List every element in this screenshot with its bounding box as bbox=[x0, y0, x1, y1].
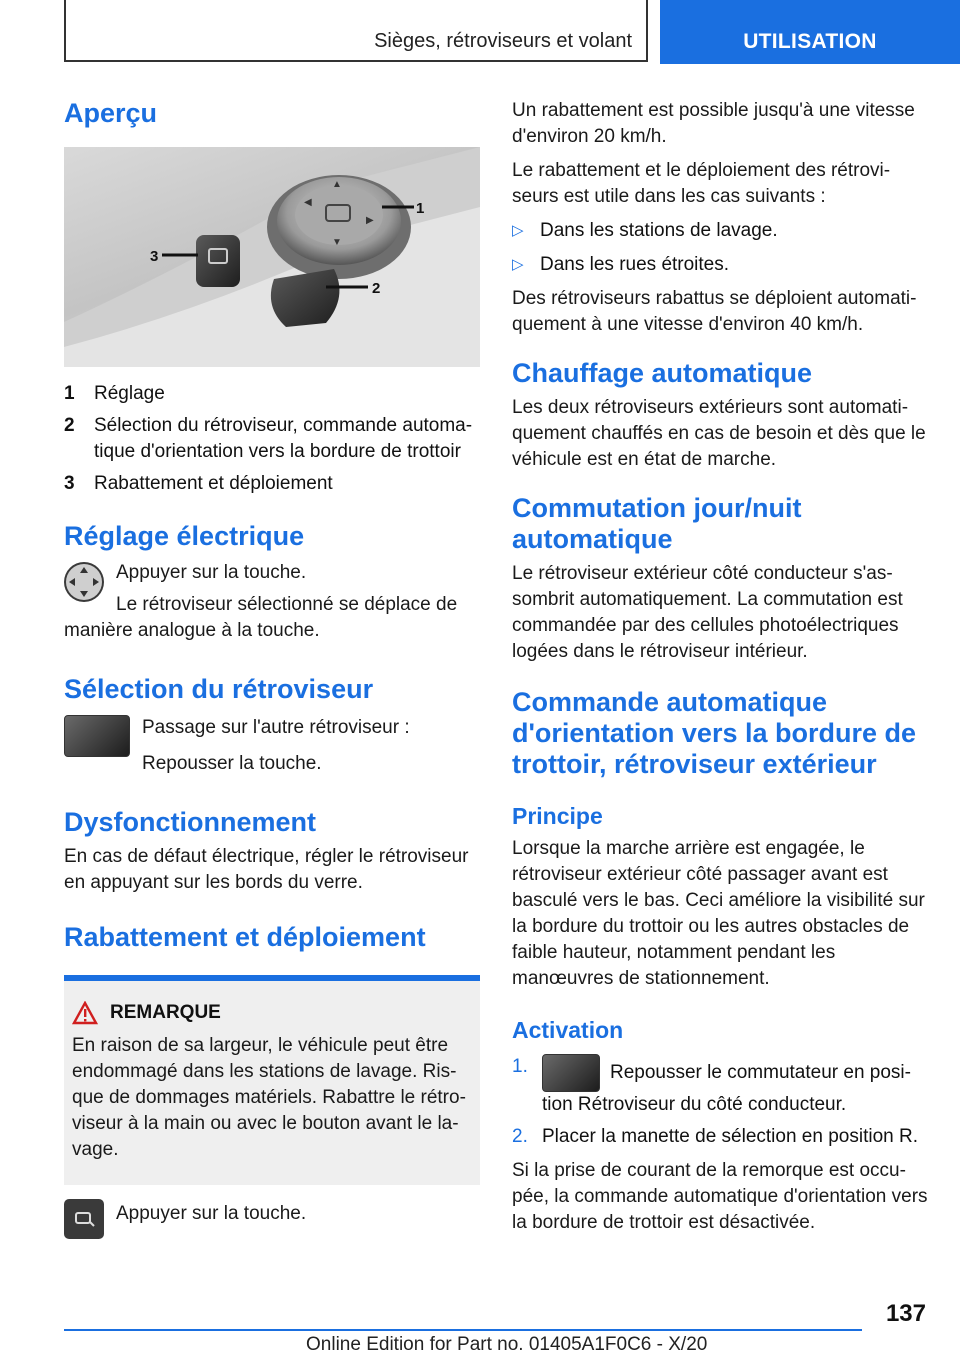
legend-item bbox=[64, 471, 480, 497]
step-text: Placer la manette de sélection en position R. bbox=[542, 1126, 918, 1147]
page-number: 137 bbox=[885, 1300, 926, 1327]
edition-footer: Online Edition for Part no. 01405A1F0C6 - X/20 bbox=[306, 1334, 708, 1355]
legend-text: Rabattement et déploiement bbox=[94, 473, 333, 494]
section-title: Sièges, rétroviseurs et volant bbox=[64, 0, 648, 62]
overview-heading: Aperçu bbox=[64, 98, 158, 128]
step-item bbox=[512, 1124, 928, 1150]
legend-number: 3 bbox=[64, 473, 75, 494]
chapter-tab[interactable]: UTILISATION bbox=[660, 0, 960, 64]
mirror-selection-section bbox=[64, 715, 480, 777]
curb-heading: Commande automatique d'orientation vers la bordure de trottoir, rétroviseur extérieur bbox=[512, 687, 916, 779]
rocker-switch-icon bbox=[64, 715, 130, 757]
fold-mirror-icon bbox=[72, 1210, 96, 1228]
fold-press-text: Appuyer sur la touche. bbox=[116, 1203, 307, 1224]
principle-text: Lorsque la marche arrière est engagée, le rétroviseur extérieur côté passager avant est basculé vers le bas. Ceci améliore la visibilité sur la bordure du trottoir ou les autres obstacles de faible hauteur, notamment pendant les manœuvres de stationnement. bbox=[512, 838, 925, 989]
malfunction-heading: Dysfonctionnement bbox=[64, 807, 317, 837]
legend-number: 2 bbox=[64, 415, 75, 436]
mirror-controls-photo bbox=[64, 147, 480, 367]
fold-speed-text: Un rabattement est possible jusqu'à une vitesse d'environ 20 km/h. bbox=[512, 100, 915, 147]
step-number: 1. bbox=[512, 1056, 528, 1077]
fold-button-section bbox=[64, 1199, 480, 1239]
bullet-triangle-icon: ▷ bbox=[512, 222, 524, 239]
note-title: REMARQUE bbox=[110, 1002, 221, 1023]
selection-line-1: Passage sur l'autre rétroviseur : bbox=[142, 717, 410, 738]
dimming-heading: Commutation jour/nuit automatique bbox=[512, 493, 802, 554]
four-way-button-icon bbox=[64, 562, 104, 602]
rocker-switch-icon bbox=[542, 1054, 600, 1092]
photo-label-1: 1 bbox=[416, 200, 425, 217]
warning-note bbox=[64, 975, 480, 1185]
bullet-triangle-icon: ▷ bbox=[512, 256, 524, 273]
svg-text:▼: ▼ bbox=[332, 237, 342, 248]
fold-button-icon bbox=[64, 1199, 104, 1239]
list-item-text: Dans les stations de lavage. bbox=[540, 220, 778, 241]
warning-triangle-icon bbox=[72, 1001, 98, 1025]
mirror-selection-heading: Sélection du rétroviseur bbox=[64, 674, 374, 704]
photo-legend bbox=[64, 381, 480, 497]
list-item bbox=[512, 252, 928, 278]
note-title-row bbox=[72, 1001, 470, 1025]
step-text bbox=[542, 1054, 928, 1118]
principle-heading: Principe bbox=[512, 803, 603, 829]
electric-adjustment-heading: Réglage électrique bbox=[64, 521, 305, 551]
svg-text:◀: ◀ bbox=[304, 197, 312, 208]
mirror-controls-illustration bbox=[64, 147, 480, 367]
photo-label-3: 3 bbox=[150, 248, 159, 265]
step-text-content: Repousser le commutateur en position Rétroviseur du côté conducteur. bbox=[542, 1062, 911, 1115]
legend-text: Sélection du rétroviseur, commande automatique d'orientation vers la bordure de trottoir bbox=[94, 415, 473, 462]
legend-text: Réglage bbox=[94, 383, 165, 404]
svg-text:▲: ▲ bbox=[332, 179, 342, 190]
legend-item bbox=[64, 413, 480, 465]
selection-line-2: Repousser la touche. bbox=[142, 753, 322, 774]
left-column bbox=[64, 98, 480, 1239]
trailer-socket-text: Si la prise de courant de la remorque est occupée, la commande automatique d'orientation vers la bordure de trottoir est désactivée. bbox=[512, 1160, 928, 1233]
list-item-text: Dans les rues étroites. bbox=[540, 254, 730, 275]
photo-label-2: 2 bbox=[372, 280, 381, 297]
page-header bbox=[64, 0, 960, 64]
legend-number: 1 bbox=[64, 383, 75, 404]
electric-adjustment-section bbox=[64, 560, 480, 644]
svg-text:▶: ▶ bbox=[366, 215, 374, 226]
step-item bbox=[512, 1054, 928, 1118]
folding-heading: Rabattement et déploiement bbox=[64, 922, 426, 952]
fold-use-text: Le rabattement et le déploiement des rétroviseurs est utile dans les cas suivants : bbox=[512, 160, 891, 207]
dimming-text: Le rétroviseur extérieur côté conducteur s'assombrit automatiquement. La commutation est commandée par des cellules photoélectriques logées dans le rétroviseur intérieur. bbox=[512, 563, 903, 662]
electric-line-1: Appuyer sur la touche. bbox=[116, 562, 307, 583]
step-number: 2. bbox=[512, 1126, 528, 1147]
electric-line-2: Le rétroviseur sélectionné se déplace de manière analogue à la touche. bbox=[64, 594, 458, 641]
legend-item bbox=[64, 381, 480, 407]
heating-text: Les deux rétroviseurs extérieurs sont automatiquement chauffés en cas de besoin et dès que le véhicule est en état de marche. bbox=[512, 397, 926, 470]
activation-heading: Activation bbox=[512, 1017, 624, 1043]
note-text: En raison de sa largeur, le véhicule peut être endommagé dans les stations de lavage. Risque de dommages matériels. Rabattre le rétroviseur à la main ou avec le bouton avant le lavage. bbox=[72, 1035, 466, 1160]
auto-unfold-text: Des rétroviseurs rabattus se déploient automatiquement à une vitesse d'environ 40 km/h. bbox=[512, 288, 917, 335]
footer-rule bbox=[64, 1329, 862, 1331]
arrows-icon bbox=[64, 562, 104, 602]
right-column bbox=[512, 98, 928, 1236]
list-item bbox=[512, 218, 928, 244]
malfunction-text: En cas de défaut électrique, régler le rétroviseur en appuyant sur les bords du verre. bbox=[64, 846, 469, 893]
heating-heading: Chauffage automatique bbox=[512, 358, 813, 388]
